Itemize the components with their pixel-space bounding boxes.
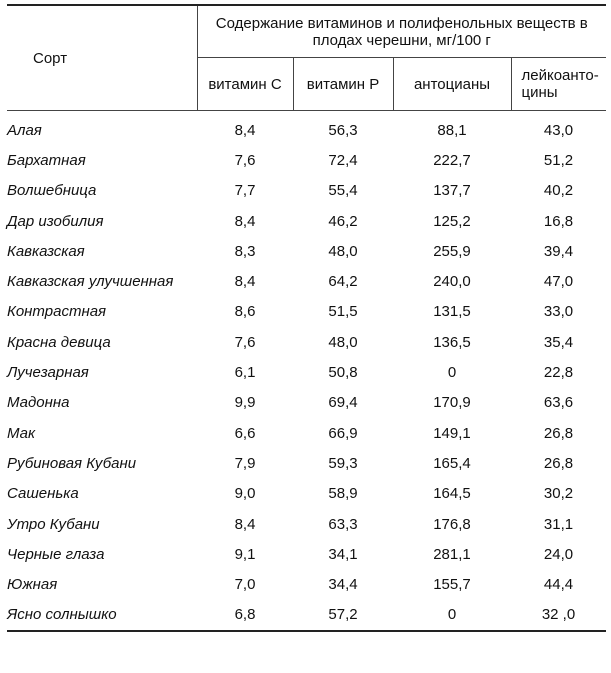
table-row (7, 448, 606, 478)
vitamin-c-cell: 7,0 (234, 576, 256, 594)
variety-name-cell: Утро Кубани (7, 515, 100, 533)
variety-name-cell: Ясно солнышко (7, 600, 197, 631)
anthocyanins-cell: 131,5 (433, 303, 471, 321)
variety-name-cell: Волшебница (7, 182, 97, 200)
variety-name-cell: Южная (7, 576, 58, 594)
anthocyanins-cell: 149,1 (433, 424, 471, 442)
leucoanthocyanins-cell: 32 ,0 (511, 600, 606, 631)
vitamin-c-cell: 8,4 (234, 273, 256, 291)
variety-name-cell: Сашенька (7, 485, 79, 503)
variety-name-cell: Черные глаза (7, 545, 105, 563)
leucoanthocyanins-column-header (511, 58, 606, 111)
anthocyanins-cell: 88,1 (437, 121, 467, 139)
anthocyanins-cell: 164,5 (433, 485, 471, 503)
anthocyanins-cell: 222,7 (433, 151, 471, 169)
table-row (7, 418, 606, 448)
vitamin-c-cell: 8,4 (234, 515, 256, 533)
vitamin-c-cell: 6,1 (234, 364, 256, 382)
vitamin-c-cell: 7,6 (234, 333, 256, 351)
leucoanthocyanins-cell: 51,2 (543, 151, 574, 169)
leucoanthocyanins-cell: 43,0 (543, 121, 574, 139)
variety-name-cell: Кавказская улучшенная (7, 273, 174, 291)
table-row (7, 569, 606, 599)
vitamin-p-cell: 63,3 (328, 515, 358, 533)
table-row (7, 509, 606, 539)
anthocyanins-cell: 0 (393, 600, 511, 631)
vitamin-p-cell: 57,2 (293, 600, 393, 631)
vitamin-p-cell: 51,5 (328, 303, 358, 321)
leucoanthocyanins-header-text: лейкоанто- цины (521, 67, 599, 101)
leucoanthocyanins-cell: 40,2 (543, 182, 574, 200)
leucoanthocyanins-cell: 26,8 (543, 424, 574, 442)
table-row (7, 145, 606, 175)
vitamin-p-cell: 34,4 (328, 576, 358, 594)
vitamin-c-cell: 9,0 (234, 485, 256, 503)
leucoanthocyanins-cell: 33,0 (543, 303, 574, 321)
anthocyanins-cell: 281,1 (433, 545, 471, 563)
vitamin-p-cell: 46,2 (328, 212, 358, 230)
variety-name-cell: Дар изобилия (7, 212, 104, 230)
anthocyanins-cell: 176,8 (433, 515, 471, 533)
table-row (7, 176, 606, 206)
leucoanthocyanins-cell: 47,0 (543, 273, 574, 291)
leucoanthocyanins-cell: 31,1 (543, 515, 574, 533)
table-row (7, 111, 606, 146)
vitamin-c-cell: 6,6 (234, 424, 256, 442)
table-row (7, 388, 606, 418)
table-row (7, 236, 606, 266)
vitamin-c-cell: 7,6 (234, 151, 256, 169)
table-body (7, 111, 606, 632)
leucoanthocyanins-cell: 24,0 (543, 545, 574, 563)
content-group-header: Содержание витаминов и полифенольных веществ в плодах черешни, мг/100 г (197, 5, 606, 58)
variety-name-cell: Бархатная (7, 151, 86, 169)
vitamin-p-column-header: витамин Р (293, 58, 393, 111)
variety-name-cell: Лучезарная (7, 364, 89, 382)
vitamin-p-cell: 55,4 (328, 182, 358, 200)
cherry-vitamin-table (7, 4, 606, 632)
table-header (7, 5, 606, 111)
anthocyanins-cell: 0 (447, 364, 457, 382)
table-row (7, 600, 606, 631)
table-row (7, 539, 606, 569)
leucoanthocyanins-cell: 35,4 (543, 333, 574, 351)
variety-name-cell: Рубиновая Кубани (7, 454, 137, 472)
vitamin-p-cell: 48,0 (328, 333, 358, 351)
vitamin-p-cell: 58,9 (328, 485, 358, 503)
table-row (7, 479, 606, 509)
vitamin-p-cell: 56,3 (328, 121, 358, 139)
variety-name-cell: Красна девица (7, 333, 111, 351)
anthocyanins-cell: 155,7 (433, 576, 471, 594)
vitamin-c-cell: 7,7 (234, 182, 256, 200)
variety-name-cell: Алая (7, 121, 42, 139)
table-row (7, 206, 606, 236)
vitamin-p-cell: 69,4 (328, 394, 358, 412)
variety-name-cell: Мак (7, 424, 36, 442)
vitamin-p-cell: 59,3 (328, 454, 358, 472)
leucoanthocyanins-cell: 22,8 (543, 364, 574, 382)
table-row (7, 357, 606, 387)
leucoanthocyanins-cell: 16,8 (543, 212, 574, 230)
vitamin-p-cell: 34,1 (328, 545, 358, 563)
table-row (7, 266, 606, 296)
leucoanthocyanins-cell: 44,4 (543, 576, 574, 594)
vitamin-p-cell: 66,9 (328, 424, 358, 442)
vitamin-c-cell: 8,6 (234, 303, 256, 321)
table-row (7, 297, 606, 327)
vitamin-c-cell: 6,8 (197, 600, 293, 631)
leucoanthocyanins-cell: 26,8 (543, 454, 574, 472)
anthocyanins-cell: 165,4 (433, 454, 471, 472)
anthocyanins-cell: 125,2 (433, 212, 471, 230)
sort-column-header: Сорт (7, 5, 197, 111)
table-row (7, 327, 606, 357)
variety-name-cell: Мадонна (7, 394, 70, 412)
vitamin-c-cell: 8,4 (234, 121, 256, 139)
vitamin-p-cell: 64,2 (328, 273, 358, 291)
leucoanthocyanins-cell: 63,6 (543, 394, 574, 412)
anthocyanins-column-header: антоцианы (393, 58, 511, 111)
vitamin-c-cell: 8,3 (234, 242, 256, 260)
anthocyanins-cell: 255,9 (433, 242, 471, 260)
vitamin-c-cell: 9,9 (234, 394, 256, 412)
leucoanthocyanins-cell: 30,2 (543, 485, 574, 503)
variety-name-cell: Контрастная (7, 303, 107, 321)
anthocyanins-cell: 240,0 (433, 273, 471, 291)
vitamin-c-column-header: витамин С (197, 58, 293, 111)
anthocyanins-cell: 137,7 (433, 182, 471, 200)
leucoanthocyanins-cell: 39,4 (543, 242, 574, 260)
vitamin-p-cell: 50,8 (328, 364, 358, 382)
vitamin-c-cell: 7,9 (234, 454, 256, 472)
anthocyanins-cell: 136,5 (433, 333, 471, 351)
vitamin-p-cell: 72,4 (328, 151, 358, 169)
anthocyanins-cell: 170,9 (433, 394, 471, 412)
variety-name-cell: Кавказская (7, 242, 85, 260)
vitamin-c-cell: 8,4 (234, 212, 256, 230)
vitamin-c-cell: 9,1 (234, 545, 256, 563)
vitamin-p-cell: 48,0 (328, 242, 358, 260)
